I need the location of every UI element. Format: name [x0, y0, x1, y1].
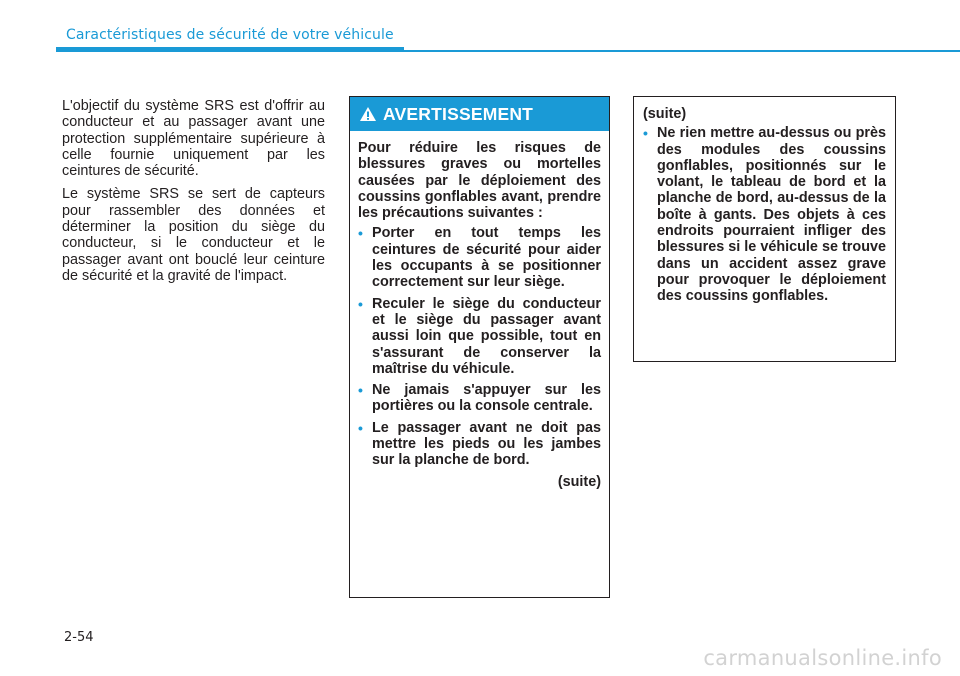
bullet-icon: • [358, 225, 363, 242]
continuation-label: (suite) [643, 106, 687, 122]
list-item [358, 420, 601, 469]
body-paragraph: L'objectif du système SRS est d'offrir au conducteur et au passager avant une protection supplémentaire supérieure à celle fournie uniquement par les ceintures de sécurité. [62, 98, 325, 180]
warning-body [350, 131, 609, 490]
continuation-box [633, 96, 896, 362]
list-item-text: Porter en tout temps les ceintures de sécurité pour aider les occupants à se positionner correctement sur leur siège. [372, 225, 601, 291]
list-item-text: Ne rien mettre au-dessus ou près des modules des coussins gonflables, positionnés sur le volant, le tableau de bord et la planche de bord, au-dessus de la boîte à gants. Des objets à ces endroits pourraient infliger des blessures si le véhicule se trouve dans un accident assez grave pour provoquer le déploiement des coussins gonflables. [657, 125, 886, 305]
bullet-icon: • [358, 295, 363, 312]
bullet-icon: • [643, 125, 648, 142]
warning-box [349, 96, 610, 598]
warning-header [350, 97, 609, 131]
bullet-icon: • [358, 419, 363, 436]
body-text-column [62, 98, 325, 291]
header-rule-thick [56, 47, 404, 52]
warning-triangle-icon [359, 106, 377, 122]
list-item [643, 125, 886, 304]
list-item-text: Le passager avant ne doit pas mettre les pieds ou les jambes sur la planche de bord. [372, 419, 601, 469]
warning-intro: Pour réduire les risques de blessures graves ou mortelles causées par le déploiement des coussins gonflables avant, prendre les précautions suivantes : [358, 140, 601, 222]
continuation-bullet-list [643, 125, 886, 304]
warning-title: AVERTISSEMENT [383, 103, 534, 124]
continued-label: (suite) [557, 473, 601, 490]
bullet-icon: • [358, 382, 363, 399]
header-rule-thin [404, 50, 960, 52]
warning-bullet-list [358, 225, 601, 468]
body-paragraph: Le système SRS se sert de capteurs pour rassembler des données et déterminer la position du siège du conducteur, si le conducteur et le passager avant ont bouclé leur ceinture de sécurité et la gravité de l'impact. [62, 186, 325, 284]
list-item-text: Ne jamais s'appuyer sur les portières ou la console centrale. [372, 382, 601, 415]
page-number: 2-54 [64, 630, 94, 645]
watermark: carmanualsonline.info [703, 646, 942, 670]
section-title: Caractéristiques de sécurité de votre véhicule [66, 27, 394, 43]
list-item-text: Reculer le siège du conducteur et le siège du passager avant aussi loin que possible, tout en s'assurant de conserver la maîtrise du véhicule. [372, 295, 601, 377]
list-item [358, 382, 601, 415]
list-item [358, 225, 601, 290]
list-item [358, 296, 601, 377]
